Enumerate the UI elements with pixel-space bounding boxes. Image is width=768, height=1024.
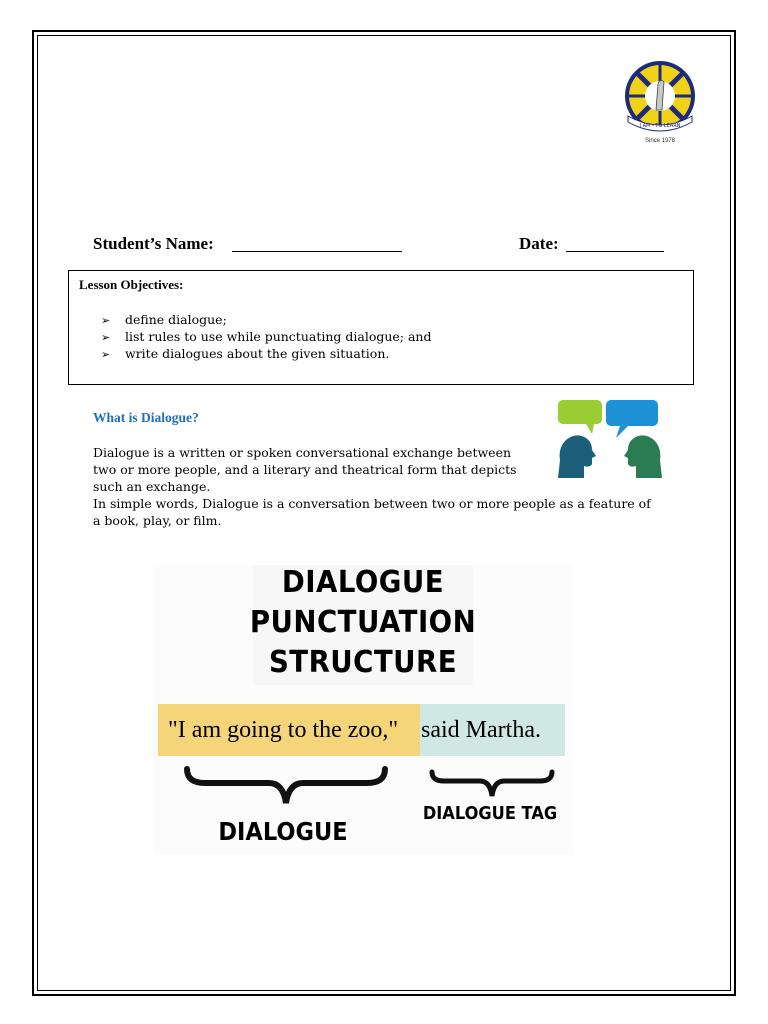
paragraph-line: two or more people, and a literary and theatrical form that depicts: [93, 462, 517, 477]
conversation-heads-icon: [556, 398, 664, 480]
paragraph-line: such an exchange.: [93, 479, 211, 494]
label-dialogue-tag: DIALOGUE TAG: [422, 803, 558, 824]
student-name-label: Student’s Name:: [93, 234, 214, 253]
school-logo-icon: [620, 58, 700, 150]
objective-text: list rules to use while punctuating dialogue; and: [125, 329, 432, 344]
objective-item: [101, 345, 431, 362]
arrow-bullet-icon: ➢: [101, 348, 111, 361]
label-dialogue: DIALOGUE: [218, 817, 348, 846]
lesson-objectives-box: [68, 270, 694, 385]
curly-brace-icon: [183, 765, 389, 807]
curly-brace-icon: [428, 768, 556, 800]
objective-item: [101, 328, 431, 345]
paragraph-line: a book, play, or film.: [93, 513, 222, 528]
objectives-list: [101, 311, 431, 362]
paragraph-line: Dialogue is a written or spoken conversational exchange between: [93, 445, 512, 460]
paragraph-line: In simple words, Dialogue is a conversation between two or more people as a feature of: [93, 496, 651, 511]
date-label: Date:: [519, 234, 559, 253]
objective-item: [101, 311, 431, 328]
quote-tag-segment: said Martha.: [420, 704, 565, 756]
quote-dialogue-segment: "I am going to the zoo,": [158, 704, 420, 756]
logo-since: Since 1978: [644, 138, 676, 144]
objective-text: write dialogues about the given situation.: [125, 346, 390, 361]
infographic-title-line: DIALOGUE: [281, 565, 445, 600]
dialogue-punctuation-infographic: [153, 565, 573, 855]
objective-text: define dialogue;: [125, 312, 227, 327]
logo-motto: I AM - TO LEARN: [639, 123, 681, 129]
student-name-field[interactable]: [232, 251, 402, 252]
section-heading: What is Dialogue?: [93, 410, 199, 425]
date-field[interactable]: [566, 251, 664, 252]
arrow-bullet-icon: ➢: [101, 331, 111, 344]
arrow-bullet-icon: ➢: [101, 314, 111, 327]
infographic-title-line: PUNCTUATION: [249, 605, 477, 640]
objectives-title: Lesson Objectives:: [79, 277, 184, 292]
infographic-title-line: STRUCTURE: [268, 645, 458, 680]
